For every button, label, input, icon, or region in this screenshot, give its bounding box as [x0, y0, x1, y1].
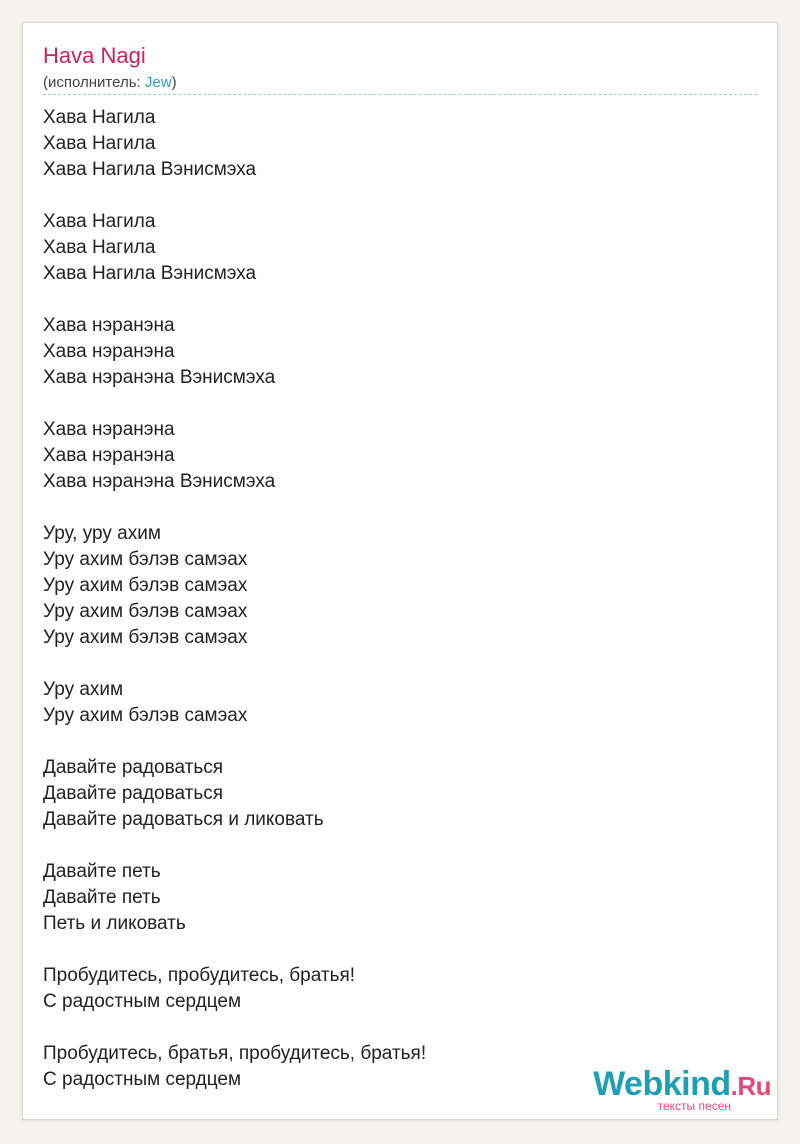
lyrics-line: Хава нэранэна [43, 419, 175, 440]
lyrics-line: С радостным сердцем [43, 991, 242, 1012]
lyrics-page [22, 22, 778, 1120]
lyrics-stanza [43, 105, 426, 183]
lyrics-line: Хава Нагила Вэнисмэха [43, 263, 257, 284]
lyrics-line: Хава нэранэна [43, 341, 175, 362]
lyrics-body [43, 105, 426, 1119]
logo-tagline: тексты песен [657, 1099, 731, 1113]
lyrics-line: Давайте петь [43, 887, 161, 908]
lyrics-line: Хава Нагила [43, 211, 156, 232]
artist-suffix: ) [171, 74, 177, 91]
lyrics-line: Хава Нагила Вэнисмэха [43, 159, 257, 180]
lyrics-line: Хава Нагила [43, 133, 156, 154]
logo-tld: .Ru [730, 1071, 771, 1101]
artist-link[interactable]: Jew [144, 74, 172, 91]
artist-prefix: (исполнитель: [43, 74, 145, 91]
webkind-logo[interactable] [571, 1065, 771, 1115]
lyrics-stanza [43, 313, 426, 391]
lyrics-line: Хава Нагила [43, 107, 156, 128]
lyrics-line: Уру ахим бэлэв самэах [43, 549, 248, 570]
lyrics-stanza [43, 521, 426, 651]
title-divider [43, 94, 757, 95]
lyrics-line: Хава Нагила [43, 237, 156, 258]
lyrics-stanza [43, 417, 426, 495]
logo-main-text: Webkind [593, 1065, 731, 1103]
lyrics-line: Уру ахим бэлэв самэах [43, 575, 248, 596]
lyrics-line: Уру ахим бэлэв самэах [43, 627, 248, 648]
lyrics-stanza [43, 209, 426, 287]
lyrics-line: Уру ахим [43, 679, 124, 700]
lyrics-line: Хава нэранэна Вэнисмэха [43, 471, 276, 492]
lyrics-line: Уру ахим бэлэв самэах [43, 705, 248, 726]
lyrics-line: Давайте радоваться [43, 757, 224, 778]
lyrics-stanza [43, 1041, 426, 1093]
lyrics-stanza [43, 859, 426, 937]
lyrics-line: Пробудитесь, братья, пробудитесь, братья! [43, 1043, 427, 1064]
lyrics-line: Уру ахим бэлэв самэах [43, 601, 248, 622]
song-title: Hava Nagi [43, 43, 146, 68]
lyrics-stanza [43, 755, 426, 833]
lyrics-stanza [43, 677, 426, 729]
lyrics-line: Давайте петь [43, 861, 161, 882]
lyrics-line: Хава нэранэна [43, 315, 175, 336]
lyrics-stanza [43, 963, 426, 1015]
lyrics-line: С радостным сердцем [43, 1069, 242, 1090]
lyrics-line: Хава нэранэна [43, 445, 175, 466]
artist-line [43, 73, 177, 93]
lyrics-line: Петь и ликовать [43, 913, 186, 934]
lyrics-line: Уру, уру ахим [43, 523, 161, 544]
lyrics-line: Давайте радоваться [43, 783, 224, 804]
lyrics-line: Хава нэранэна Вэнисмэха [43, 367, 276, 388]
lyrics-line: Давайте радоваться и ликовать [43, 809, 324, 830]
lyrics-line: Пробудитесь, пробудитесь, братья! [43, 965, 356, 986]
